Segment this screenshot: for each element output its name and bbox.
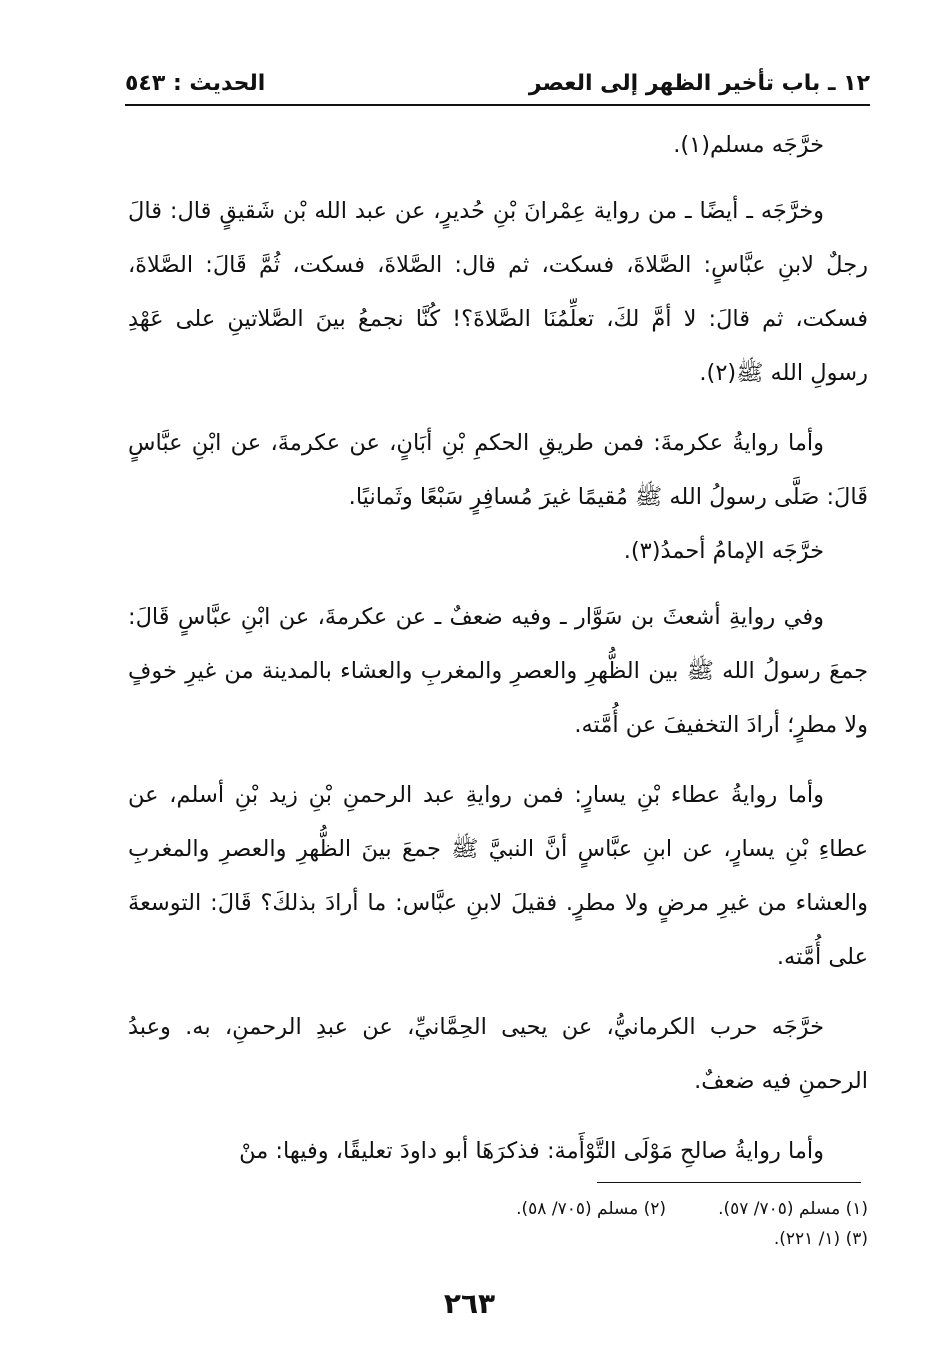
paragraph: وأما روايةُ عطاء بْنِ يسارٍ: فمن روايةِ عبد الرحمنِ بْنِ زيد بْنِ أسلم، عن عطاءِ بْنِ يسارٍ، عن ابنِ عبَّاسٍ أنَّ النبيَّ ﷺ جمعَ بينَ الظُّهرِ والعصرِ والمغربِ والعشاء من غيرِ مرضٍ ولا مطرٍ. فقيلَ لابنِ عبَّاس: ما أرادَ بذلكَ؟ قَالَ: التوسعةَ على أُمَّته. [128,782,868,970]
page-number: ٢٦٣ [443,1287,496,1320]
footnote-rule [597,1182,861,1183]
chapter-title: ١٢ ـ باب تأخير الظهر إلى العصر [528,71,870,96]
footnotes [300,1194,868,1254]
paragraph: وأما روايةُ صالحِ مَوْلَى التَّوْأَمة: فذكرَهَا أبو داودَ تعليقًا، وفيها: منْ [239,1138,824,1164]
footnote-line [300,1224,868,1254]
footnote-line [300,1194,868,1224]
paragraph: وأما روايةُ عكرمةَ: فمن طريقِ الحكمِ بْنِ أبَانٍ، عن عكرمةَ، عن ابْنِ عبَّاسٍ قَالَ: صَلَّى رسولُ الله ﷺ مُقيمًا غيرَ مُسافِرٍ سَبْعًا وثَمانيًا. [128,430,868,510]
hadith-number: الحديث : ٥٤٣ [125,71,266,96]
paragraph: خرَّجَه الإمامُ أحمدُ(٣). [623,538,824,564]
running-header [125,68,870,100]
header-rule [125,104,870,106]
main-text [128,118,868,1194]
footnote-2: (٢) مسلم (٧٠٥/ ٥٨). [516,1199,667,1219]
footnote-3: (٣) (١/ ٢٢١). [773,1229,868,1249]
paragraph: خرَّجَه مسلم(١). [673,132,824,158]
paragraph: خرَّجَه حرب الكرمانيُّ، عن يحيى الحِمَّانيِّ، عن عبدِ الرحمنِ، به. وعبدُ الرحمنِ فيه ضعفٌ. [128,1014,868,1094]
paragraph: وخرَّجَه ـ أيضًا ـ من رواية عِمْرانَ بْنِ حُديرٍ، عن عبد الله بْن شَقيقٍ قال: قالَ رجلٌ لابنِ عبَّاسٍ: الصَّلاةَ، فسكت، ثم قال: الصَّلاةَ، فسكت، ثُمَّ قَالَ: الصَّلاةَ، فسكت، ثم قالَ: لا أمَّ لكَ، تعلِّمُنَا الصَّلاةَ؟! كُنَّا نجمعُ بينَ الصَّلاتينِ على عَهْدِ رسولِ الله ﷺ(٢). [128,198,868,386]
paragraph: وفي روايةِ أشعثَ بن سَوَّار ـ وفيه ضعفٌ ـ عن عكرمةَ، عن ابْنِ عبَّاسٍ قَالَ: جمعَ رسولُ الله ﷺ بين الظُّهرِ والعصرِ والمغربِ والعشاء بالمدينة من غيرِ خوفٍ ولا مطرٍ؛ أرادَ التخفيفَ عن أُمَّته. [128,604,868,738]
footnote-1: (١) مسلم (٧٠٥/ ٥٧). [718,1199,868,1219]
